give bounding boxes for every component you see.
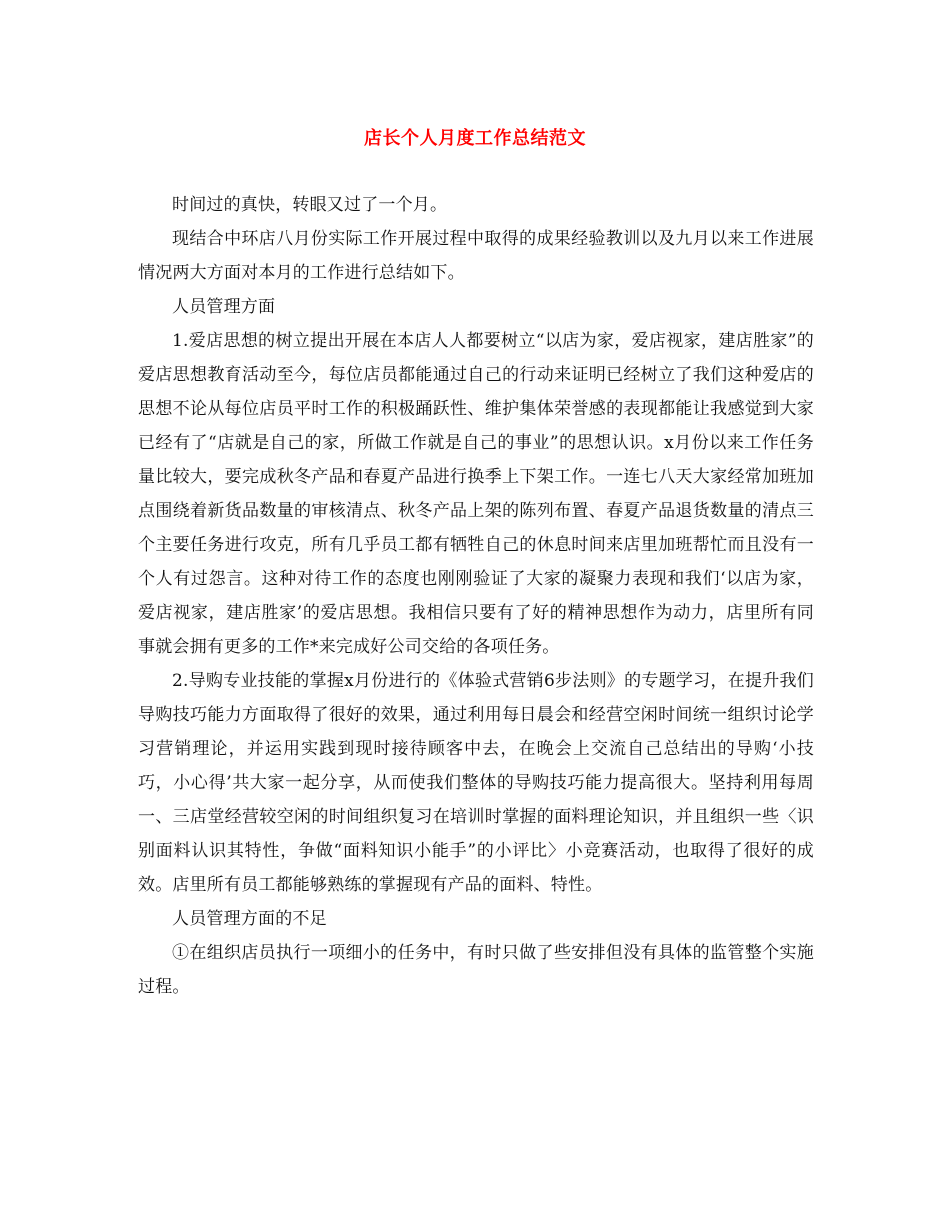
document-title: 店长个人月度工作总结范文 — [364, 128, 586, 149]
paragraph-summary-scope: 现结合中环店八月份实际工作开展过程中取得的成果经验教训以及九月以来工作进展情况两大方面对本月的工作进行总结如下。 — [138, 229, 814, 283]
document-body — [138, 188, 814, 1004]
section-heading-personnel-management: 人员管理方面 — [172, 297, 276, 317]
paragraph-intro: 时间过的真快，转眼又过了一个月。 — [172, 195, 448, 215]
paragraph-sales-skills: 2.导购专业技能的掌握x月份进行的《体验式营销6步法则》的专题学习，在提升我们导购技巧能力方面取得了很好的效果，通过利用每日晨会和经营空闲时间统一组织讨论学习营销理论，并运用实践到现时接待顾客中去，在晚会上交流自己总结出的导购‘小技巧，小心得’共大家一起分享，从而使我们整体的导购技巧能力提高很大。坚持利用每周一、三店堂经营较空闲的时间组织复习在培训时掌握的面料理论知识，并且组织一些〈识别面料认识其特性，争做“面料知识小能手”的小评比〉小竞赛活动，也取得了很好的成效。店里所有员工都能够熟练的掌握现有产品的面料、特性。 — [138, 671, 814, 895]
section-heading-management-shortcomings: 人员管理方面的不足 — [172, 909, 327, 929]
paragraph-shortcoming-1: ①在组织店员执行一项细小的任务中，有时只做了些安排但没有具体的监管整个实施过程。 — [138, 943, 814, 997]
paragraph-store-love-ideology: 1.爱店思想的树立提出开展在本店人人都要树立“以店为家，爱店视家，建店胜家”的爱店思想教育活动至今，每位店员都能通过自己的行动来证明已经树立了我们这种爱店的思想不论从每位店员平时工作的积极踊跃性、维护集体荣誉感的表现都能让我感觉到大家已经有了“店就是自己的家，所做工作就是自己的事业”的思想认识。x月份以来工作任务量比较大，要完成秋冬产品和春夏产品进行换季上下架工作。一连七八天大家经常加班加点围绕着新货品数量的审核清点、秋冬产品上架的陈列布置、春夏产品退货数量的清点三个主要任务进行攻克，所有几乎员工都有牺牲自己的休息时间来店里加班帮忙而且没有一个人有过怨言。这种对待工作的态度也刚刚验证了大家的凝聚力表现和我们‘以店为家，爱店视家，建店胜家’的爱店思想。我相信只要有了好的精神思想作为动力，店里所有同事就会拥有更多的工作*来完成好公司交给的各项任务。 — [138, 331, 814, 657]
